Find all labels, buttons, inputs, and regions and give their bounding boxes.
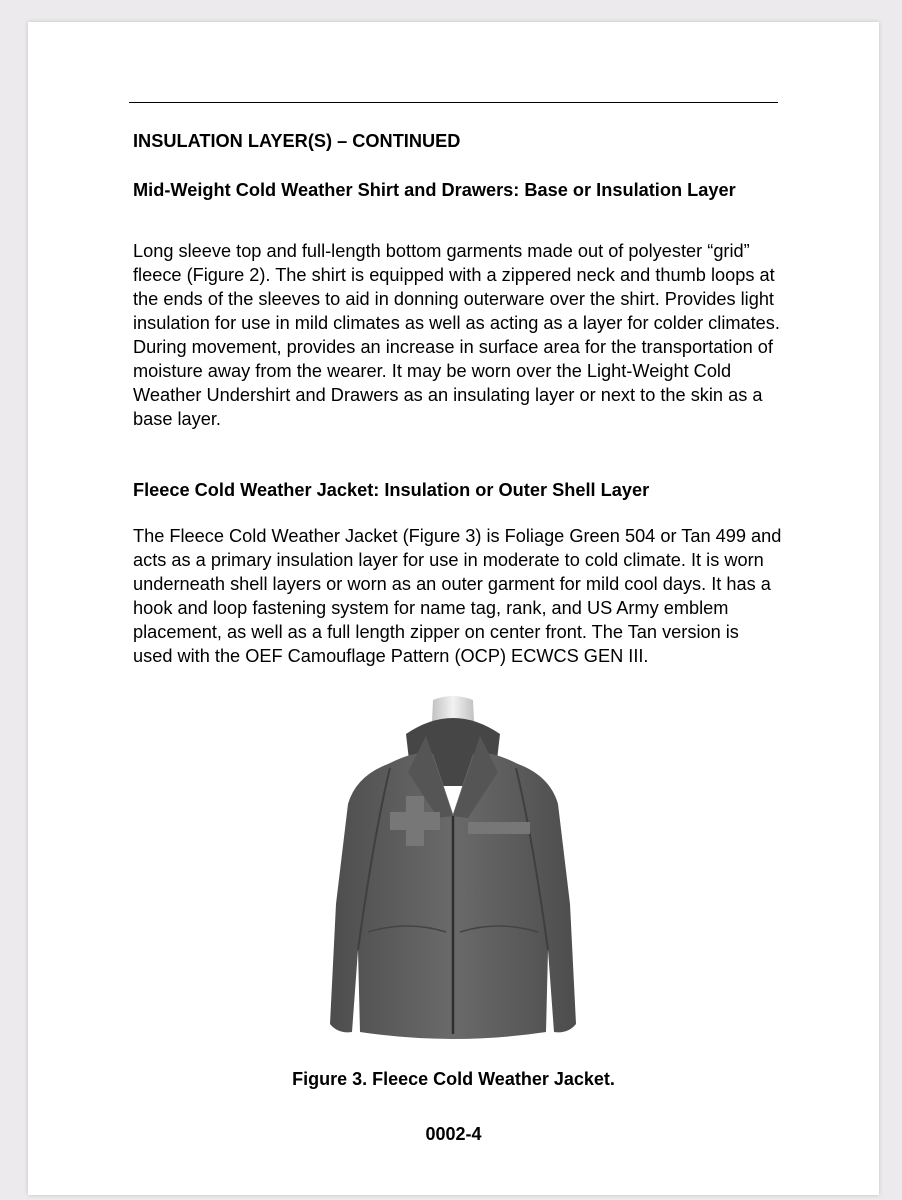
header-rule [129, 102, 778, 103]
fleece-paragraph: The Fleece Cold Weather Jacket (Figure 3) is Foliage Green 504 or Tan 499 and acts as a primary insulation layer for use in moderate to cold climate. It is worn underneath shell layers or worn as an outer garment for mild cool days. It has a hook and loop fastening system for name tag, rank, and US Army emblem placement, as well as a full length zipper on center front. The Tan version is used with the OEF Camouflage Pattern (OCP) ECWCS GEN III. [133, 526, 782, 666]
section-header: INSULATION LAYER(S) – CONTINUED [133, 131, 461, 151]
figure-caption: Figure 3. Fleece Cold Weather Jacket. [292, 1069, 615, 1089]
fleece-jacket-image [318, 694, 588, 1044]
fleece-heading: Fleece Cold Weather Jacket: Insulation or Outer Shell Layer [133, 480, 650, 500]
midweight-paragraph: Long sleeve top and full-length bottom garments made out of polyester “grid” fleece (Figure 2). The shirt is equipped with a zippered neck and thumb loops at the ends of the sleeves to aid in donning outerware over the shirt. Provides light insulation for use in mild climates as well as acting as a layer for colder climates. During movement, provides an increase in surface area for the transportation of moisture away from the wearer. It may be worn over the Light-Weight Cold Weather Undershirt and Drawers as an insulating layer or next to the skin as a base layer. [133, 241, 780, 429]
document-page [28, 22, 879, 1195]
midweight-heading: Mid-Weight Cold Weather Shirt and Drawers: Base or Insulation Layer [133, 180, 736, 200]
page-number: 0002-4 [425, 1124, 482, 1144]
